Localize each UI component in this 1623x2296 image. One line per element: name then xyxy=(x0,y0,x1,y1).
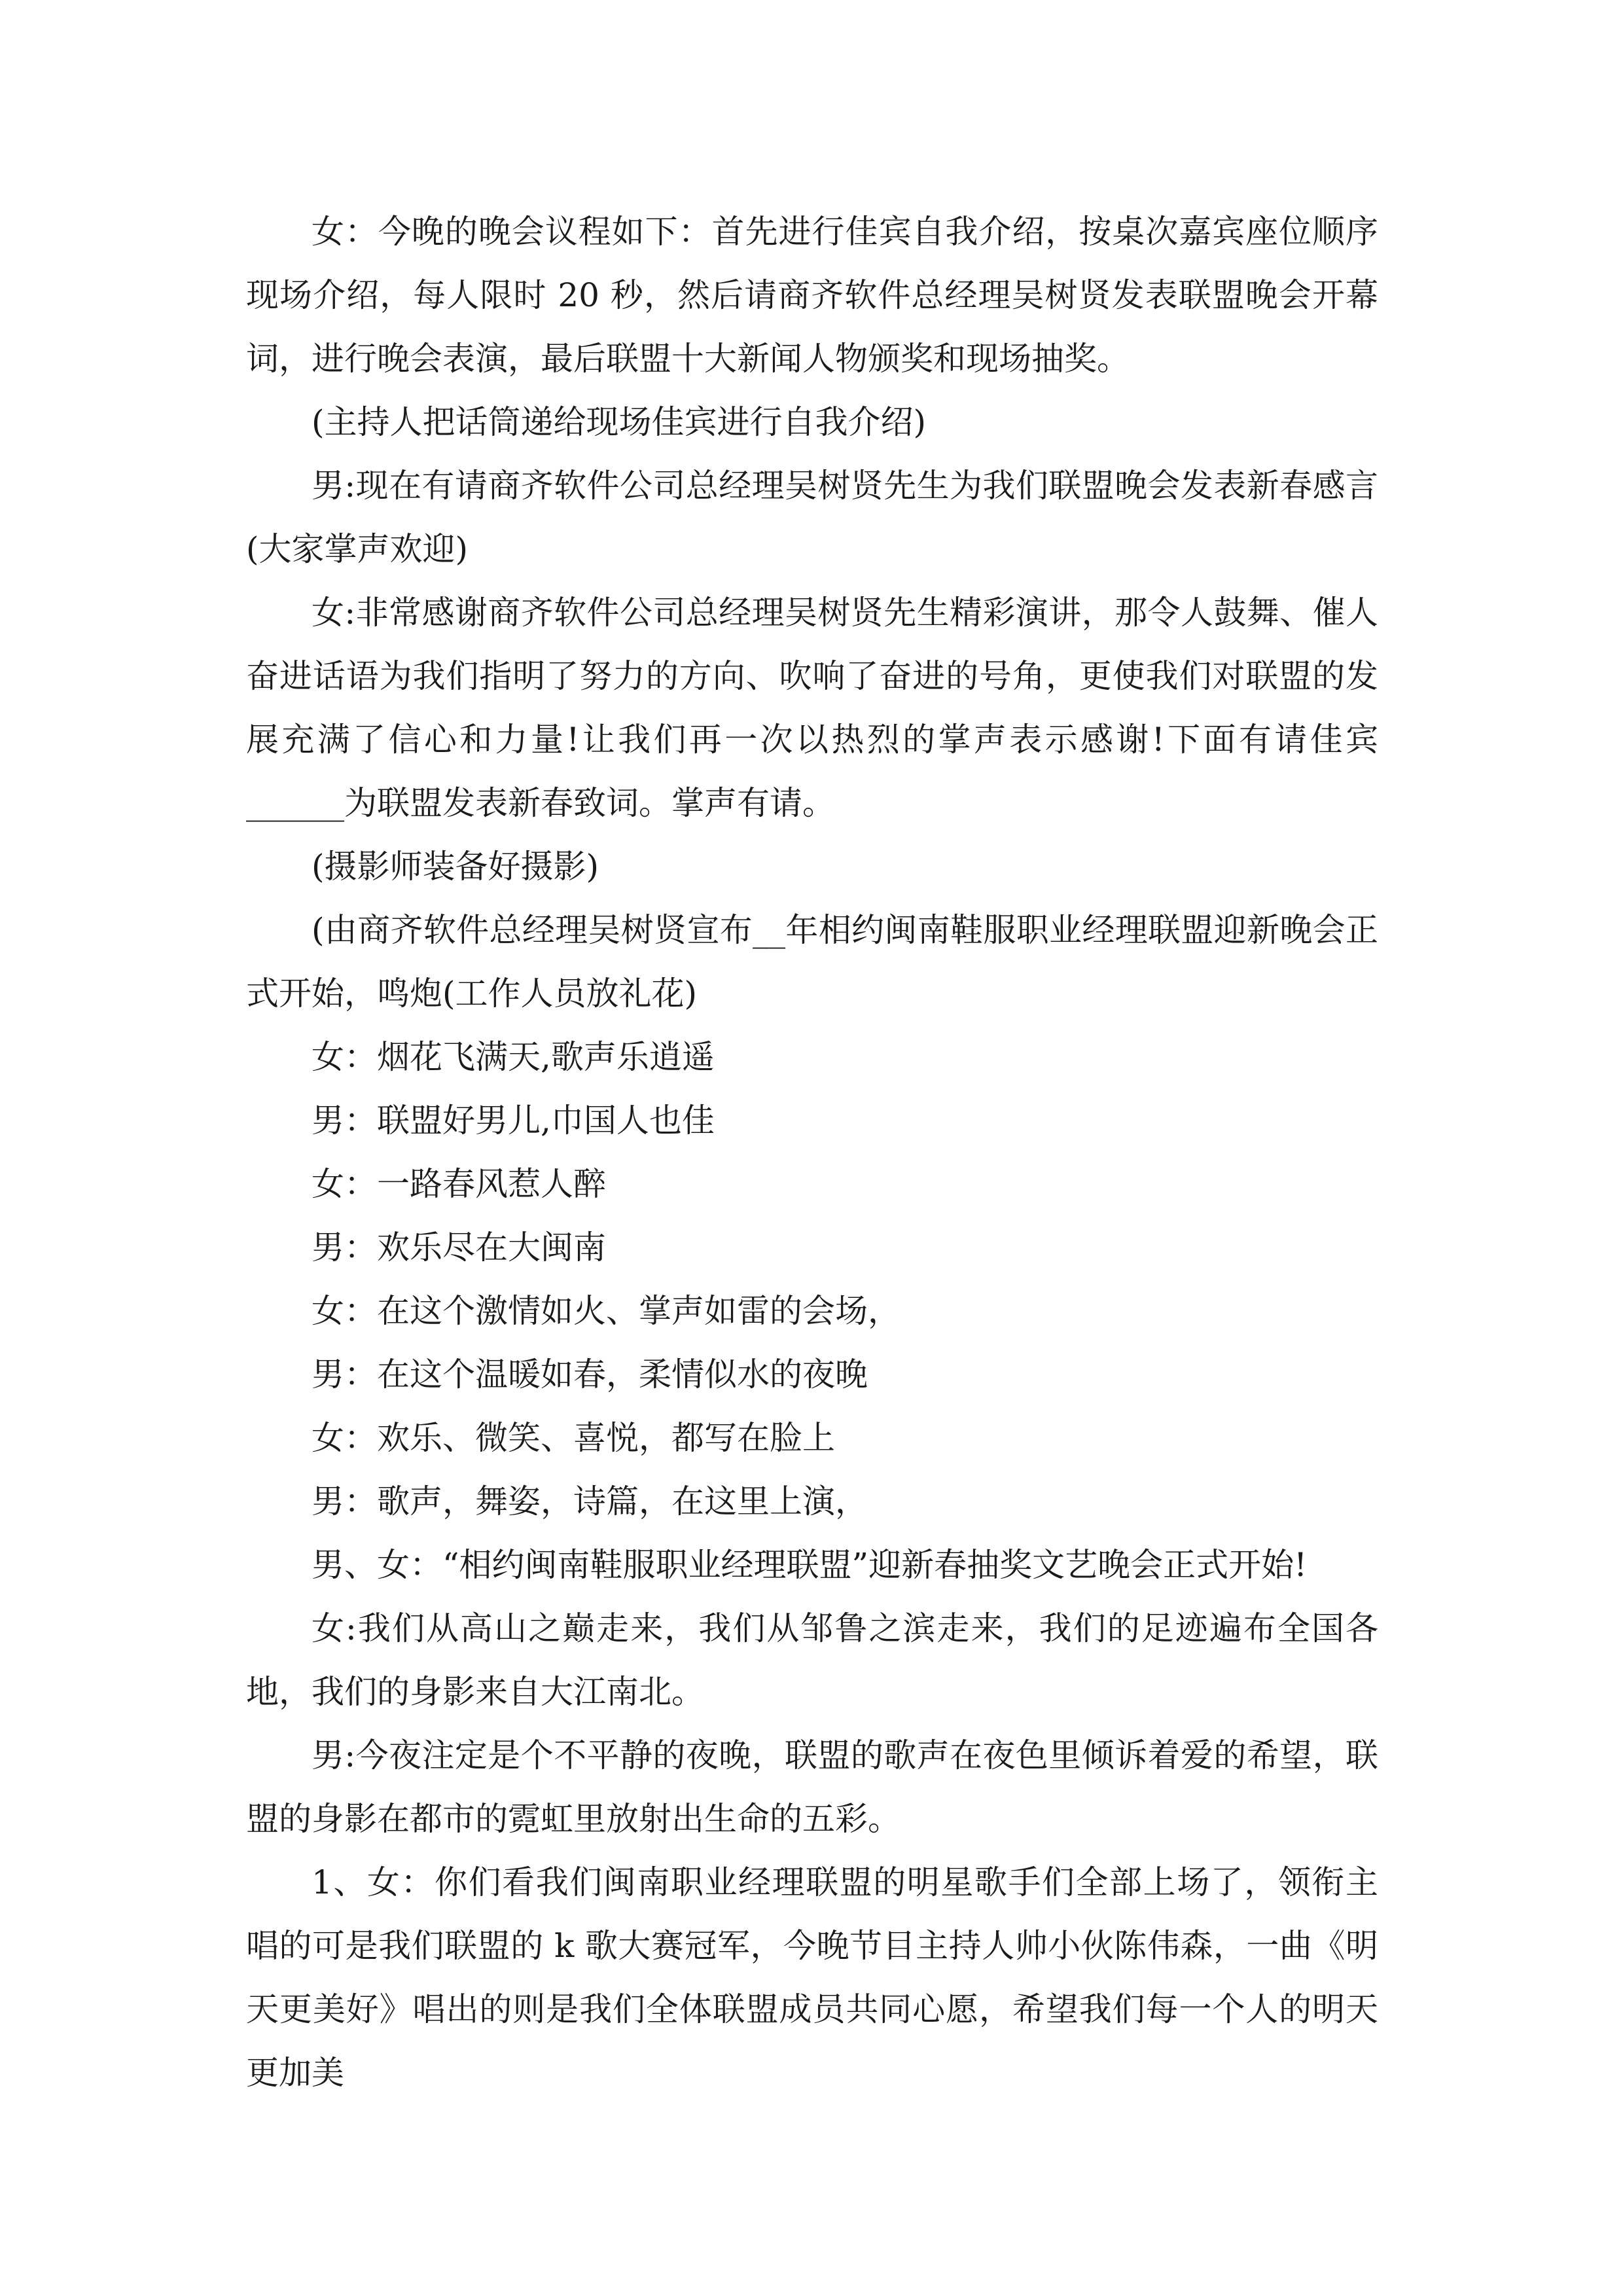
paragraph-male-verse: 男:今夜注定是个不平静的夜晚，联盟的歌声在夜色里倾诉着爱的希望，联盟的身影在都市的霓虹里放射出生命的五彩。 xyxy=(246,1736,1378,1838)
paragraph-stage-direction-intro: (主持人把话筒递给现场佳宾进行自我介绍) xyxy=(312,403,927,441)
paragraph-dialogue-line: 男：欢乐尽在大闽南 xyxy=(312,1229,606,1266)
paragraph-dialogue-line: 男：歌声，舞姿，诗篇，在这里上演， xyxy=(312,1482,868,1520)
paragraph-dialogue-line: 女：一路春风惹人醉 xyxy=(312,1165,606,1203)
paragraph-female-thanks: 女:非常感谢商齐软件公司总经理吴树贤先生精彩演讲，那令人鼓舞、催人奋进话语为我们指明了努力的方向、吹响了奋进的号角，更使我们对联盟的发展充满了信心和力量!让我们再一次以热烈的掌声表示感谢!下面有请佳宾______为联盟发表新春致词。掌声有请。 xyxy=(246,594,1378,822)
paragraph-female-verse: 女:我们从高山之巅走来，我们从邹鲁之滨走来，我们的足迹遍布全国各地，我们的身影来自大江南北。 xyxy=(246,1609,1378,1711)
paragraph-stage-direction-photo: (摄影师装备好摄影) xyxy=(312,848,599,886)
paragraph-agenda: 女：今晚的晚会议程如下：首先进行佳宾自我介绍，按桌次嘉宾座位顺序现场介绍，每人限时 20 秒，然后请商齐软件总经理吴树贤发表联盟晚会开幕词，进行晚会表演，最后联盟十大新闻人物颁奖和现场抽奖。 xyxy=(246,213,1378,378)
document-body xyxy=(246,200,1378,2105)
paragraph-dialogue-line: 女：烟花飞满天,歌声乐逍遥 xyxy=(312,1038,715,1076)
paragraph-male-invite-speech: 男:现在有请商齐软件公司总经理吴树贤先生为我们联盟晚会发表新春感言(大家掌声欢迎) xyxy=(246,467,1378,568)
paragraph-stage-direction-opening: (由商齐软件总经理吴树贤宣布__年相约闽南鞋服职业经理联盟迎新晚会正式开始，鸣炮(工作人员放礼花) xyxy=(246,911,1378,1013)
paragraph-program-one: 1、女：你们看我们闽南职业经理联盟的明星歌手们全部上场了，领衔主唱的可是我们联盟的 k 歌大赛冠军，今晚节目主持人帅小伙陈伟森，一曲《明天更美好》唱出的则是我们全体联盟成员共同心愿，希望我们每一个人的明天更加美 xyxy=(246,1863,1378,2092)
paragraph-joint-announcement: 男、女：“相约闽南鞋服职业经理联盟”迎新春抽奖文艺晚会正式开始! xyxy=(312,1546,1308,1584)
paragraph-dialogue-line: 男：在这个温暖如春，柔情似水的夜晚 xyxy=(312,1355,868,1393)
paragraph-dialogue-line: 男：联盟好男儿,巾国人也佳 xyxy=(312,1102,715,1139)
paragraph-dialogue-line: 女：在这个激情如火、掌声如雷的会场， xyxy=(312,1292,901,1330)
paragraph-dialogue-line: 女：欢乐、微笑、喜悦，都写在脸上 xyxy=(312,1419,835,1457)
